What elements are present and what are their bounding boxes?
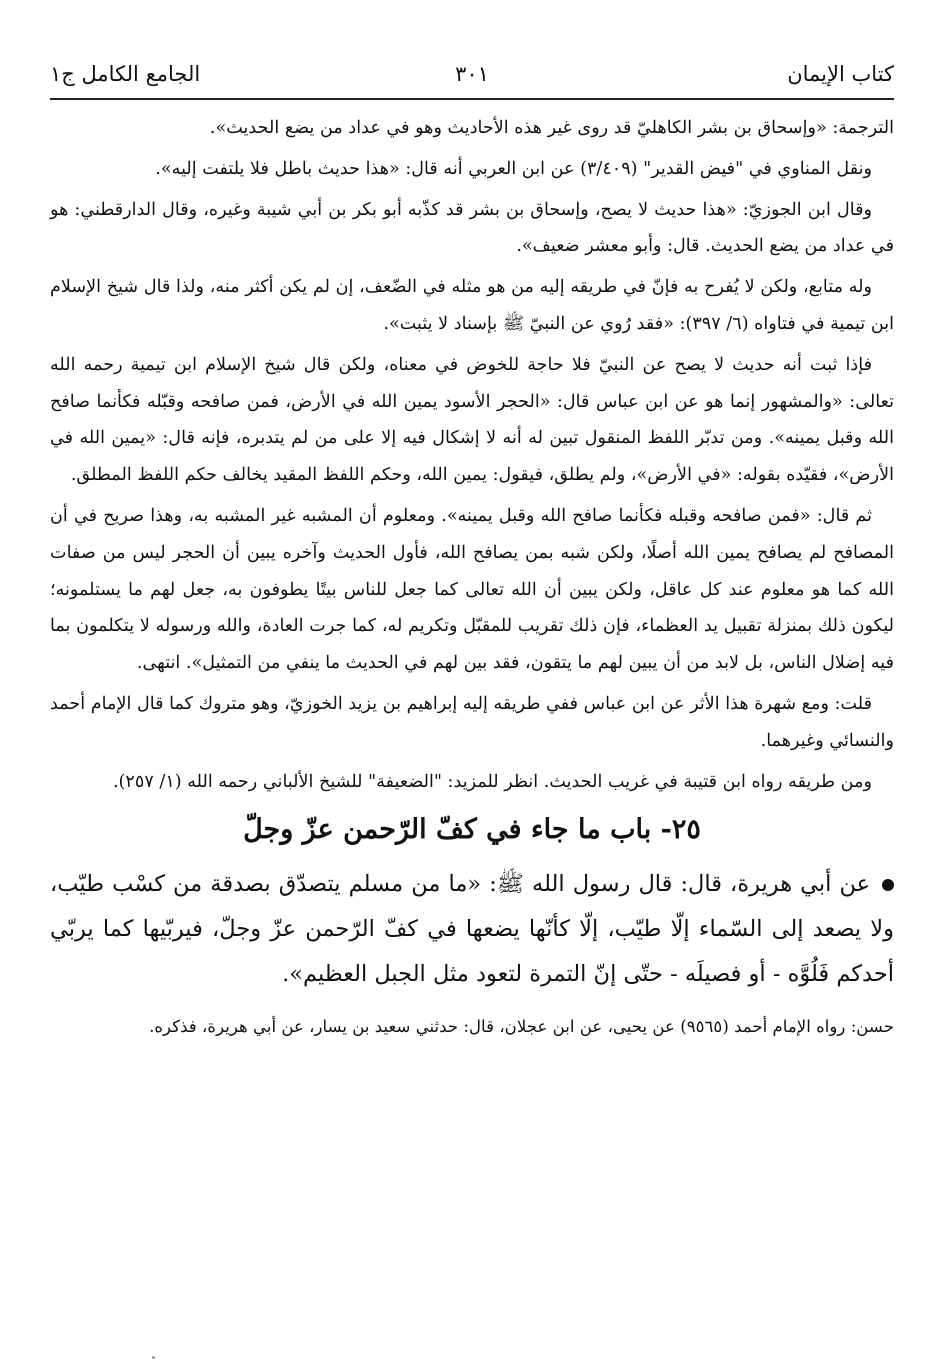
hadith-text: عن أبي هريرة، قال: قال رسول الله ﷺ: «ما من مسلم يتصدّق بصدقة من كسْب طيّب، ولا يصعد إلى السّماء إلّا طيّب، إلّا كأنّها يضعها في كفّ الرّحمن عزّ وجلّ، فيربّيها كما يربّي أحدكم فَلُوَّه - أو فصيلَه - حتّى إنّ التمرة لتعود مثل الجبل العظيم». (50, 871, 894, 988)
bullet-icon (882, 879, 894, 891)
chapter-heading: ٢٥- باب ما جاء في كفّ الرّحمن عزّ وجلّ (243, 814, 701, 846)
commentary-paragraph: ثم قال: «فمن صافحه وقبله فكأنما صافح الله وقبل يمينه». ومعلوم أن المشبه غير المشبه به، وهذا صريح في أن المصافح لم يصافح يمين الله أصلًا، ولكن شبه بمن يصافح الله، فأول الحديث وآخره يبين أن الحجر ليس من صفات الله كما هو معلوم عند كل عاقل، ولكن يبين أن الله تعالى كما جعل للناس بيتًا يطوفون به، جعل لهم ما يستلمونه؛ ليكون ذلك بمنزلة تقبيل يد العظماء، فإن ذلك تقريب للمقبّل وتكريم له، كما جرت العادة، والله ورسوله لا يتكلمون بما فيه إضلال الناس، بل لابد من أن يبين لهم ما يتقون، فقد بين لهم في الحديث ما ينفي من التمثيل». انتهى. (50, 505, 894, 674)
volume-title: الجامع الكامل ج١ (50, 62, 201, 86)
commentary-paragraph: قلت: ومع شهرة هذا الأثر عن ابن عباس ففي طريقه إليه إبراهيم بن يزيد الخوزيّ، وهو متروك كما قال الإمام أحمد والنسائي وغيرهما. (50, 693, 894, 751)
scan-speck (152, 1356, 155, 1359)
hadith-block (50, 862, 894, 997)
page-number: ٣٠١ (455, 62, 489, 86)
commentary-paragraph: الترجمة: «وإسحاق بن بشر الكاهليّ قد روى غير هذه الأحاديث وهو في عداد من يضع الحديث». (209, 118, 894, 138)
commentary-paragraph: وله متابع، ولكن لا يُفرح به فإنّ في طريقه إليه من هو مثله في الضّعف، إن لم يكن أكثر منه، ولذا قال شيخ الإسلام ابن تيمية في فتاواه (٦/ ٣٩٧): «فقد رُوي عن النبيّ ﷺ بإسناد لا يثبت». (50, 277, 894, 334)
hadith-grading: حسن: رواه الإمام أحمد (٩٥٦٥) عن يحيى، عن ابن عجلان، قال: حدثني سعيد بن يسار، عن أبي هريرة، فذكره. (149, 1017, 894, 1037)
commentary-paragraph: ومن طريقه رواه ابن قتيبة في غريب الحديث. انظر للمزيد: "الضعيفة" للشيخ الألباني رحمه الله (١/ ٢٥٧). (112, 771, 872, 792)
commentary-paragraph: وقال ابن الجوزيّ: «هذا حديث لا يصح، وإسحاق بن بشر قد كذّبه أبو بكر بن أبي شيبة وغيره، وقال الدارقطني: هو في عداد من يضع الحديث. قال: وأبو معشر ضعيف». (50, 199, 894, 257)
book-title: كتاب الإيمان (787, 62, 894, 86)
commentary-section (50, 110, 894, 800)
commentary-paragraph: ونقل المناوي في "فيض القدير" (٣/٤٠٩) عن ابن العربي أنه قال: «هذا حديث باطل فلا يلتفت إليه». (155, 158, 872, 179)
running-header (50, 58, 894, 100)
commentary-paragraph: فإذا ثبت أنه حديث لا يصح عن النبيّ فلا حاجة للخوض في معناه، ولكن قال شيخ الإسلام ابن تيمية رحمه الله تعالى: «والمشهور إنما هو عن ابن عباس قال: «الحجر الأسود يمين الله في الأرض، فمن صافحه وقبّله فكأنما صافح الله وقبل يمينه». ومن تدبّر اللفظ المنقول تبين له أنه لا إشكال فيه إلا على من لم يتدبره، فإنه قال: «يمين الله في الأرض»، فقيّده بقوله: «في الأرض»، ولم يطلق، فيقول: يمين الله، وحكم اللفظ المقيد يخالف حكم اللفظ المطلق. (50, 354, 894, 486)
